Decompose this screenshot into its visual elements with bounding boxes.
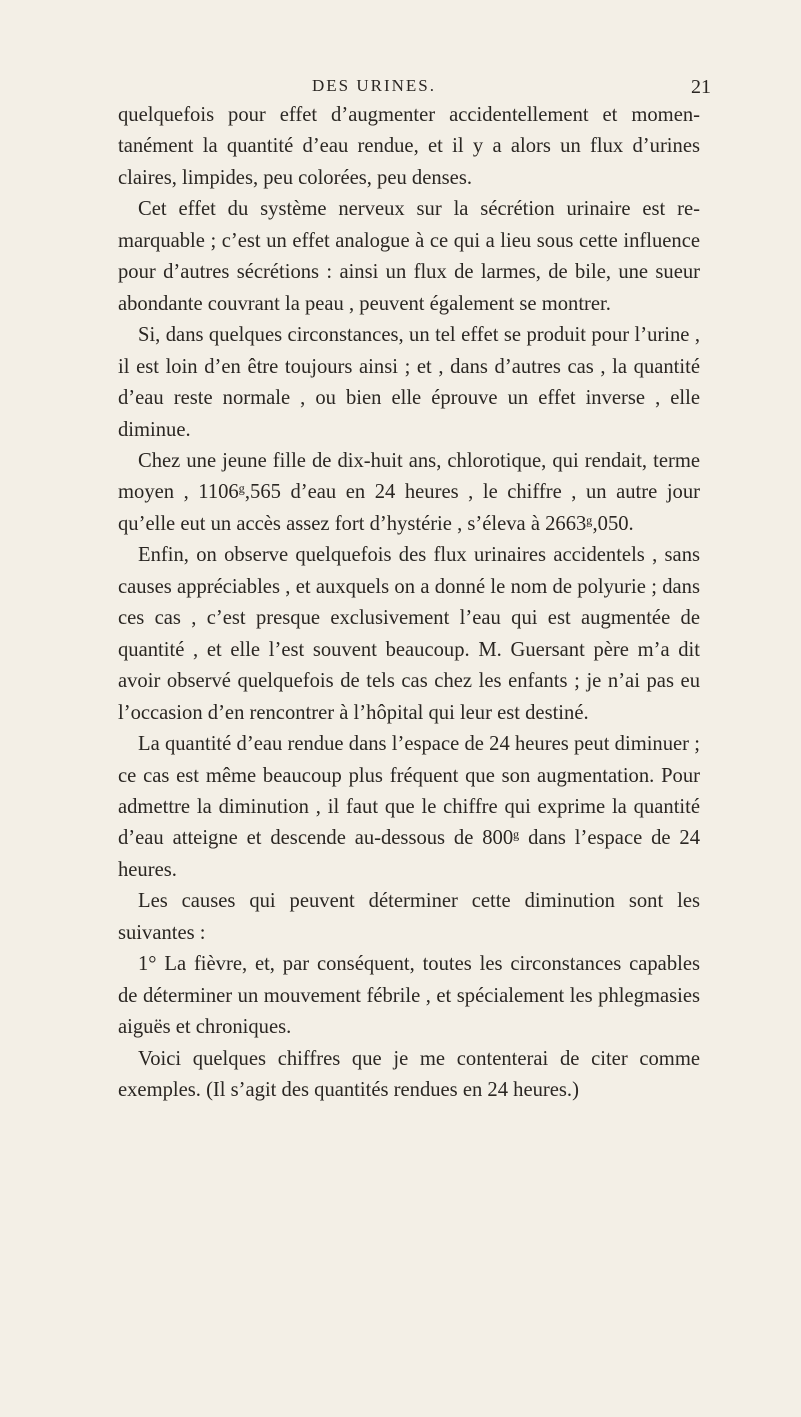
paragraph-6: La quantité d’eau rendue dans l’espace de 24 heures peut diminuer ; ce cas est même beaucoup plus fréquent que son augmentation. Pour admettre la diminution , il faut que le chiffre qui exprime la quantité d’eau atteigne et descende au-dessous de 800ᵍ dans l’espace de 24 heures.: [118, 733, 700, 881]
paragraph-1: quelquefois pour effet d’augmenter accidentellement et momentanément la quantité d’eau rendue, et il y a alors un flux d’urines claires, limpides, peu colorées, peu denses.: [118, 104, 700, 189]
paragraph-3: Si, dans quelques circonstances, un tel effet se produit pour l’urine , il est loin d’en être toujours ainsi ; et , dans d’autres cas , la quantité d’eau reste normale , ou bien elle éprouve un effet inverse , elle diminue.: [118, 324, 700, 441]
running-title: DES URINES.: [312, 76, 437, 95]
page-header: [0, 76, 801, 100]
paragraph-7: Les causes qui peuvent déterminer cette diminution sont les suivantes :: [118, 890, 700, 944]
paragraph-4: Chez une jeune fille de dix-huit ans, chlorotique, qui rendait, terme moyen , 1106ᵍ,565 d’eau en 24 heures , le chiffre , un autre jour qu’elle eut un accès assez fort d’hystérie , s’éleva à 2663ᵍ,050.: [118, 449, 700, 535]
paragraph-9: Voici quelques chiffres que je me contenterai de citer comme exemples. (Il s’agit des quantités rendues en 24 heures.): [118, 1047, 700, 1102]
page-number: 21: [691, 76, 711, 98]
paragraph-2: Cet effet du système nerveux sur la sécrétion urinaire est remarquable ; c’est un effet analogue à ce qui a lieu sous cette influence pour d’autres sécrétions : ainsi un flux de larmes, de bile, une sueur abondante couvrant la peau , peuvent également se montrer.: [118, 198, 700, 315]
paragraph-5: Enfin, on observe quelquefois des flux urinaires accidentels , sans causes appréciables , et auxquels on a donné le nom de polyurie ; dans ces cas , c’est presque exclusivement l’eau qui est augmentée de quantité , et elle l’est souvent beaucoup. M. Guersant père m’a dit avoir observé quelquefois de tels cas chez les enfants ; je n’ai pas eu l’occasion d’en rencontrer à l’hôpital qui leur est destiné.: [118, 544, 700, 724]
paragraph-8: 1° La fièvre, et, par conséquent, toutes les circonstances capables de déterminer un mouvement fébrile , et spécialement les phlegmasies aiguës et chroniques.: [118, 953, 700, 1039]
body-text: [118, 100, 700, 1107]
